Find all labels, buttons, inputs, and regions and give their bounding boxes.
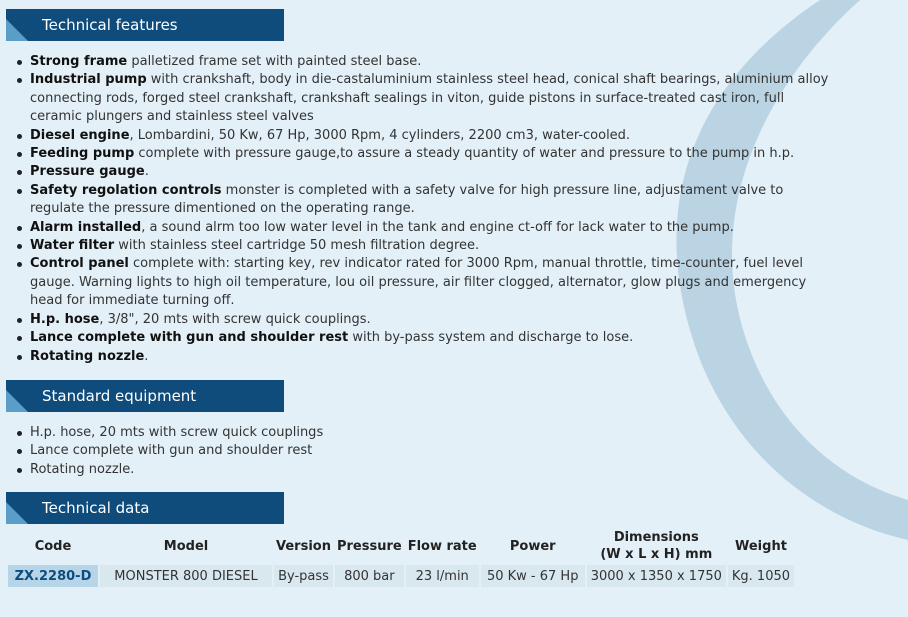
cell-model: MONSTER 800 DIESEL [100,565,272,587]
col-header-code: Code [34,538,72,554]
section-header-standard-equipment [6,380,284,412]
technical-data-table [6,527,796,589]
table-header-row [8,529,794,563]
list-item: Control panel complete with: starting key, rev indicator rated for 3000 Rpm, manual throttle, time-counter, fuel level gauge. Warning lights to high oil temperature, lou oil pressure, air filter clogged, alternator, glow plugs and emergency head for immediate turning off. [30,255,840,310]
cell-power: 50 Kw - 67 Hp [481,565,585,587]
header-accent-triangle [6,19,28,41]
list-item: Alarm installed, a sound alrm too low water level in the tank and engine ct-off for lack water to the pump. [30,219,840,237]
technical-features-list [0,53,840,366]
list-item: Rotating nozzle. [30,461,323,479]
col-header-power: Power [509,538,556,554]
section-title: Standard equipment [42,387,197,405]
list-item: Rotating nozzle. [30,348,840,366]
list-item: Water filter with stainless steel cartridge 50 mesh filtration degree. [30,237,840,255]
list-item: Feeding pump complete with pressure gauge,to assure a steady quantity of water and pressure to the pump in h.p. [30,145,840,163]
col-header-weight: Weight [734,538,787,554]
dimensions-unit: (W x L x H) mm [600,547,713,562]
col-header-dimensions [587,529,726,563]
header-accent-triangle [6,390,28,412]
col-header-pressure: Pressure [336,538,402,554]
list-item: H.p. hose, 3/8", 20 mts with screw quick couplings. [30,311,840,329]
col-header-flow-rate: Flow rate [407,538,477,554]
section-header-technical-features [6,9,284,41]
standard-equipment-list [0,424,323,479]
col-header-model: Model [163,538,209,554]
list-item: H.p. hose, 20 mts with screw quick couplings [30,424,323,442]
cell-code[interactable]: ZX.2280-D [8,565,98,587]
cell-version: By-pass [274,565,333,587]
header-accent-triangle [6,502,28,524]
list-item: Diesel engine, Lombardini, 50 Kw, 67 Hp, 3000 Rpm, 4 cylinders, 2200 cm3, water-cooled. [30,127,840,145]
cell-dimensions: 3000 x 1350 x 1750 [587,565,726,587]
cell-weight: Kg. 1050 [728,565,794,587]
list-item: Strong frame palletized frame set with painted steel base. [30,53,840,71]
list-item: Safety regolation controls monster is completed with a safety valve for high pressure line, adjustament valve to regulate the pressure dimentioned on the operating range. [30,182,840,219]
dimensions-label: Dimensions [613,530,699,545]
cell-pressure: 800 bar [335,565,404,587]
list-item: Lance complete with gun and shoulder rest with by-pass system and discharge to lose. [30,329,840,347]
section-title: Technical data [42,499,150,517]
list-item: Lance complete with gun and shoulder rest [30,442,323,460]
section-header-technical-data [6,492,284,524]
section-title: Technical features [42,16,178,34]
col-header-version: Version [276,538,331,554]
list-item: Pressure gauge. [30,163,840,181]
list-item: Industrial pump with crankshaft, body in die-castaluminium stainless steel head, conical shaft bearings, aluminium alloy connecting rods, forged steel crankshaft, crankshaft sealings in viton, guide pistons in surface-treated cast iron, full ceramic plungers and stainless steel valves [30,71,840,126]
table-row [8,565,794,587]
cell-flow-rate: 23 l/min [406,565,479,587]
